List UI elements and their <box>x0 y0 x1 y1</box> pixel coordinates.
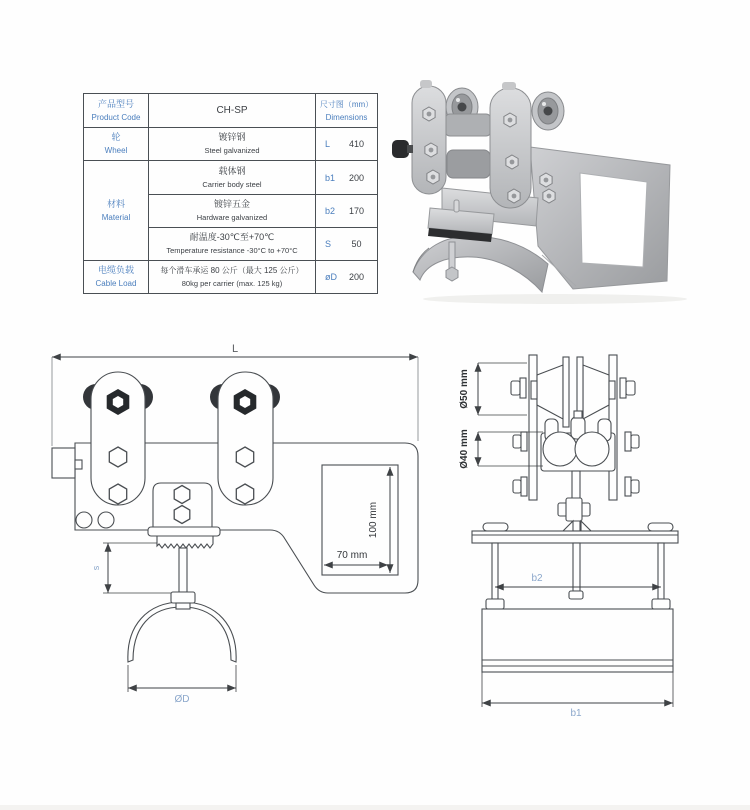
dim-label: øD <box>325 272 337 282</box>
axle-bar <box>445 114 491 136</box>
hardware-desc-cell <box>149 195 316 228</box>
dim-oD-cell <box>316 261 378 294</box>
carrier-body-desc-cell <box>149 161 316 195</box>
product-code-label-zh: 产品型号 <box>97 98 134 109</box>
cable-diameter-dim-label: ØD <box>174 694 190 705</box>
trolley-wheel <box>532 92 564 130</box>
desc-zh: 载体钢 <box>218 165 246 176</box>
side-view-drawing <box>445 335 730 740</box>
page-bottom-edge <box>0 805 750 810</box>
dim-label: S <box>325 239 332 249</box>
dim-value: 410 <box>348 139 365 149</box>
table-row <box>84 128 378 161</box>
dim-b2-cell <box>316 195 378 228</box>
desc-zh: 镀锌五金 <box>213 199 250 209</box>
photo-shadow <box>423 294 687 304</box>
group-label-en: Material <box>101 212 131 222</box>
window-height-dim-label: 100 mm <box>368 501 379 539</box>
front-view-drawing <box>35 340 435 740</box>
group-label-zh: 材料 <box>106 198 125 209</box>
spec-table <box>83 93 378 294</box>
temperature-desc-cell <box>149 228 316 261</box>
dim-label: L <box>325 139 331 149</box>
group-label-en: Cable Load <box>95 279 137 288</box>
product-code-value-cell <box>149 94 316 128</box>
axle-tip <box>420 80 432 88</box>
rubber-knob <box>392 140 413 158</box>
side-plate-with-window <box>530 147 670 289</box>
desc-en: Carrier body steel <box>202 179 262 189</box>
material-group-cell <box>84 161 149 261</box>
product-code-header-cell <box>84 94 149 128</box>
roller-diameter-dim-label: Ø40 mm <box>459 429 470 469</box>
dimensions-header-cell <box>316 94 378 128</box>
desc-en: Steel galvanized <box>204 146 260 155</box>
table-row <box>84 161 378 195</box>
outer-width-dim-label: b1 <box>570 708 582 719</box>
clamp-range-dim-label: s <box>91 565 101 571</box>
desc-en: Hardware galvanized <box>196 213 268 222</box>
dim-value: 50 <box>351 239 362 249</box>
desc-en: Temperature resistance -30°C to +70°C <box>166 246 298 255</box>
product-code-value: CH-SP <box>216 105 248 116</box>
desc-en: 80kg per carrier (max. 125 kg) <box>181 279 283 288</box>
desc-zh: 耐温度-30℃至+70℃ <box>189 232 275 242</box>
desc-zh: 每个滑车承运 80 公斤（最大 125 公斤） <box>160 266 304 275</box>
product-code-label-en: Product Code <box>91 112 141 122</box>
group-label-zh: 电缆负载 <box>97 265 134 275</box>
dim-value: 200 <box>348 272 365 282</box>
wheel-plate <box>490 88 531 208</box>
spacer-bar <box>447 150 490 178</box>
dim-b1-cell <box>316 161 378 195</box>
axle-tip <box>502 82 516 90</box>
dim-L-cell <box>316 128 378 161</box>
dimensions-label-zh: 尺寸图（mm） <box>319 99 374 109</box>
wheel-group-cell <box>84 128 149 161</box>
dimensions-label-en: Dimensions <box>325 112 368 122</box>
window-width-dim-label: 70 mm <box>336 550 368 561</box>
cable-load-group-cell <box>84 261 149 294</box>
table-row <box>84 261 378 294</box>
inner-width-dim-label: b2 <box>531 573 543 584</box>
dim-label: b1 <box>325 172 336 183</box>
wheel-desc-cell <box>149 128 316 161</box>
dim-S-cell <box>316 228 378 261</box>
group-label-en: Wheel <box>104 146 128 155</box>
front-length-dim-label: L <box>231 343 239 355</box>
group-label-zh: 轮 <box>111 132 121 142</box>
wheel-diameter-dim-label: Ø50 mm <box>459 369 470 409</box>
cable-load-desc-cell <box>149 261 316 294</box>
desc-zh: 镀锌钢 <box>218 132 246 142</box>
saddle-sheet <box>413 236 548 292</box>
dim-label: b2 <box>325 206 336 216</box>
dim-value: 170 <box>348 206 365 216</box>
product-photo <box>390 50 720 310</box>
dim-value: 200 <box>348 172 365 183</box>
